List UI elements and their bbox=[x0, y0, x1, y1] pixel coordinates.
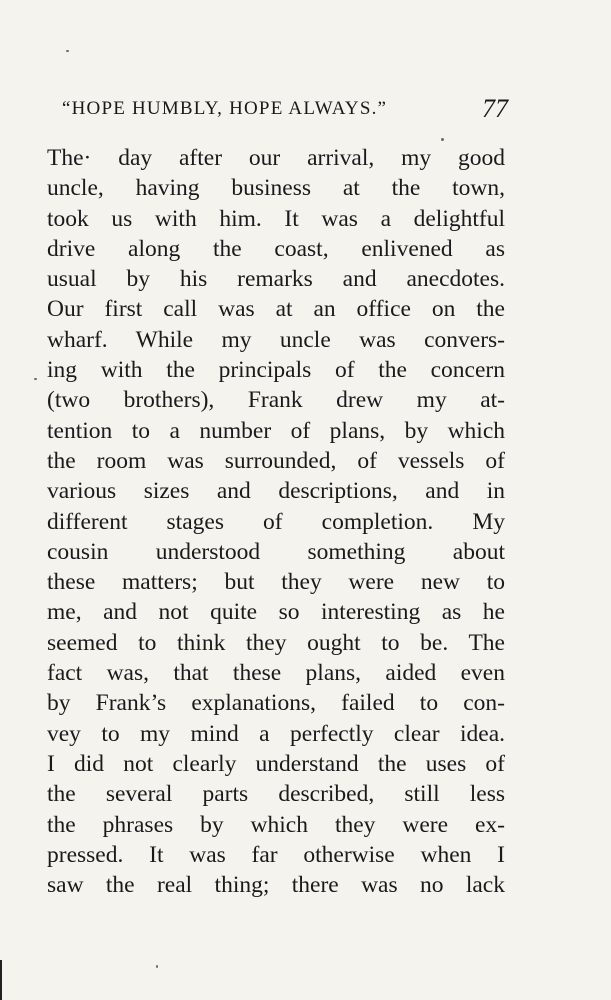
text-line: the room was surrounded, of vessels of bbox=[47, 447, 505, 474]
text-line: these matters; but they were new to bbox=[47, 569, 505, 596]
text-line: by Frank’s explanations, failed to con- bbox=[47, 690, 505, 717]
ink-speck bbox=[66, 50, 69, 52]
page-edge-mark bbox=[0, 960, 2, 1000]
text-line: uncle, having business at the town, bbox=[47, 175, 505, 202]
text-line: The· day after our arrival, my good bbox=[47, 145, 505, 171]
text-line: pressed. It was far otherwise when I bbox=[47, 841, 505, 868]
text-line: me, and not quite so interesting as he bbox=[47, 599, 505, 626]
text-line: Our first call was at an office on the bbox=[47, 296, 505, 323]
text-line: seemed to think they ought to be. The bbox=[47, 629, 505, 656]
running-head-title: “HOPE HUMBLY, HOPE ALWAYS.” bbox=[62, 98, 388, 119]
ink-speck bbox=[441, 138, 444, 141]
text-line: different stages of completion. My bbox=[47, 508, 505, 535]
text-line: I did not clearly understand the uses of bbox=[47, 750, 505, 777]
text-line: drive along the coast, enlivened as bbox=[47, 235, 505, 262]
body-text bbox=[47, 143, 505, 900]
ink-speck bbox=[156, 965, 158, 968]
text-line: vey to my mind a perfectly clear idea. bbox=[47, 720, 505, 747]
text-line: the phrases by which they were ex- bbox=[47, 811, 505, 838]
text-line: the several parts described, still less bbox=[47, 781, 505, 808]
text-line: took us with him. It was a delightful bbox=[47, 205, 505, 232]
running-head bbox=[62, 96, 508, 128]
text-line: tention to a number of plans, by which bbox=[47, 417, 505, 444]
text-line: ing with the principals of the concern bbox=[47, 357, 505, 384]
text-line: (two brothers), Frank drew my at- bbox=[47, 387, 505, 414]
page-number: 77 bbox=[482, 94, 508, 123]
text-line: wharf. While my uncle was convers- bbox=[47, 326, 505, 353]
text-line: saw the real thing; there was no lack bbox=[47, 872, 505, 899]
text-line: usual by his remarks and anecdotes. bbox=[47, 266, 505, 293]
ink-speck bbox=[34, 378, 37, 380]
text-line: various sizes and descriptions, and in bbox=[47, 478, 505, 505]
text-line: cousin understood something about bbox=[47, 538, 505, 565]
text-line: fact was, that these plans, aided even bbox=[47, 660, 505, 687]
